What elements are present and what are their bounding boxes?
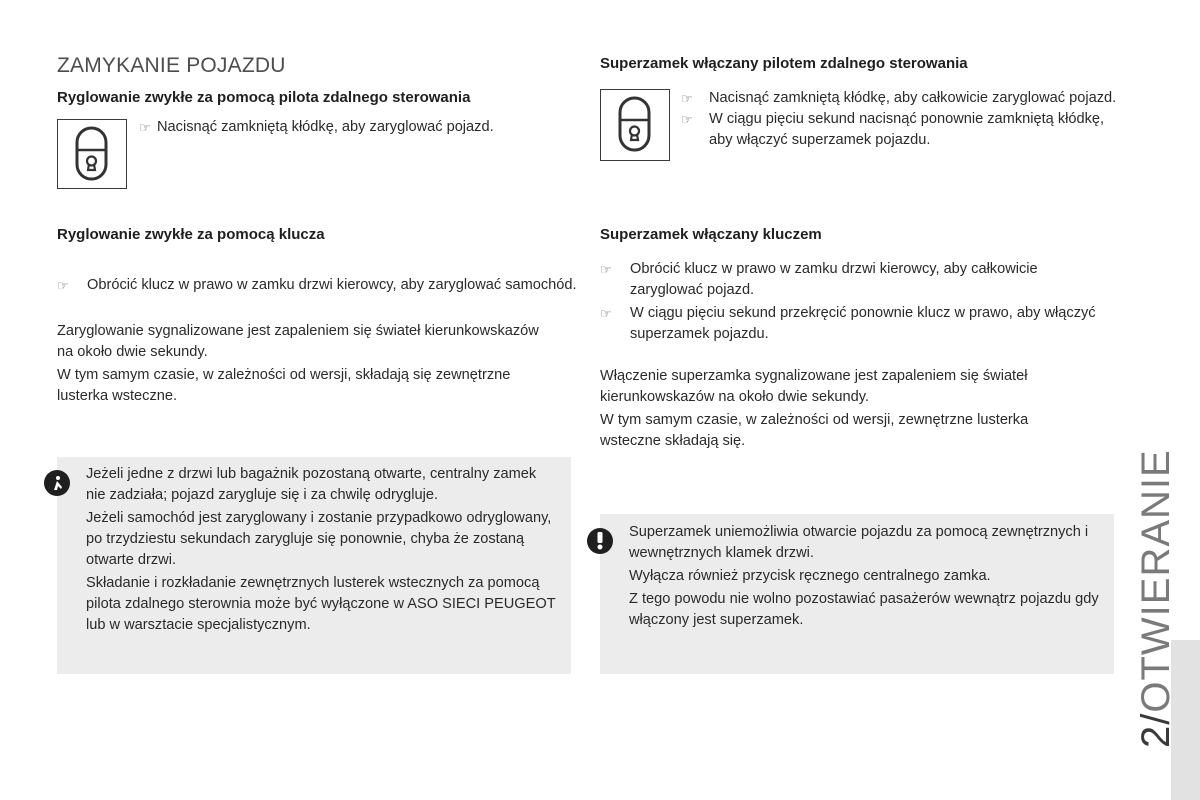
list-item bbox=[139, 117, 577, 138]
list-item bbox=[57, 275, 587, 296]
pointing-hand-icon: ☞ bbox=[57, 278, 69, 293]
note-paragraph-1: Jeżeli jedne z drzwi lub bagażnik pozostaną otwarte, centralny zamek nie zadziała; pojazd zarygluje się i za chwilę odrygluje. bbox=[86, 466, 537, 503]
info-icon bbox=[44, 470, 70, 496]
exclamation-icon bbox=[587, 528, 613, 554]
bullet-list bbox=[600, 259, 1100, 345]
list-item bbox=[681, 109, 1121, 151]
paragraph bbox=[600, 366, 1090, 454]
warning-paragraph-3: Z tego powodu nie wolno pozostawiać pasażerów wewnątrz pojazdu gdy włączony jest superzamek. bbox=[629, 591, 1099, 628]
bullet-text: Obrócić klucz w prawo w zamku drzwi kierowcy, aby zaryglować samochód. bbox=[87, 277, 577, 293]
list-item bbox=[600, 259, 1100, 301]
page-title: ZAMYKANIE POJAZDU bbox=[57, 54, 286, 77]
pointing-hand-icon: ☞ bbox=[139, 120, 151, 135]
paragraph-signal: Zaryglowanie sygnalizowane jest zapaleniem się świateł kierunkowskazów na około dwie sekundy. bbox=[57, 323, 539, 360]
padlock-remote-icon bbox=[600, 89, 670, 161]
pointing-hand-icon: ☞ bbox=[600, 306, 612, 321]
section-heading-superlock-key: Superzamek włączany kluczem bbox=[600, 226, 822, 243]
info-note-box bbox=[57, 457, 571, 674]
section-heading-superlock-remote: Superzamek włączany pilotem zdalnego sterowania bbox=[600, 55, 968, 72]
pointing-hand-icon: ☞ bbox=[681, 91, 693, 106]
paragraph-mirrors: W tym samym czasie, w zależności od wersji, składają się zewnętrzne lusterka wsteczne. bbox=[57, 367, 511, 404]
note-text bbox=[86, 464, 556, 638]
padlock-remote-icon bbox=[57, 119, 127, 189]
chapter-label bbox=[1134, 449, 1179, 748]
section-heading-remote-lock: Ryglowanie zwykłe za pomocą pilota zdalnego sterowania bbox=[57, 89, 471, 106]
bullet-text: W ciągu pięciu sekund nacisnąć ponownie zamkniętą kłódkę, aby włączyć superzamek pojazdu. bbox=[709, 111, 1105, 148]
list-item bbox=[681, 88, 1121, 109]
list-item bbox=[600, 303, 1100, 345]
bullet-list bbox=[681, 88, 1121, 151]
bullet-text: Nacisnąć zamkniętą kłódkę, aby zaryglować pojazd. bbox=[157, 119, 494, 135]
warning-text bbox=[629, 522, 1099, 633]
paragraph-signal: Włączenie superzamka sygnalizowane jest zapaleniem się świateł kierunkowskazów na około dwie sekundy. bbox=[600, 368, 1028, 405]
section-heading-key-lock: Ryglowanie zwykłe za pomocą klucza bbox=[57, 226, 325, 243]
paragraph bbox=[57, 321, 557, 409]
pointing-hand-icon: ☞ bbox=[600, 262, 612, 277]
paragraph-mirrors: W tym samym czasie, w zależności od wersji, zewnętrzne lusterka wsteczne składają się. bbox=[600, 412, 1029, 449]
warning-paragraph-2: Wyłącza również przycisk ręcznego centralnego zamka. bbox=[629, 568, 991, 584]
bullet-text: Nacisnąć zamkniętą kłódkę, aby całkowicie zaryglować pojazd. bbox=[709, 90, 1117, 106]
chapter-title: OTWIERANIE bbox=[1134, 449, 1178, 713]
bullet-text: W ciągu pięciu sekund przekręcić ponownie klucz w prawo, aby włączyć superzamek pojazdu. bbox=[630, 305, 1096, 342]
chapter-number: 2/ bbox=[1134, 712, 1178, 748]
warning-note-box bbox=[600, 514, 1114, 674]
bullet-text: Obrócić klucz w prawo w zamku drzwi kierowcy, aby całkowicie zaryglować pojazd. bbox=[630, 261, 1038, 298]
warning-paragraph-1: Superzamek uniemożliwia otwarcie pojazdu za pomocą zewnętrznych i wewnętrznych klamek drzwi. bbox=[629, 524, 1089, 561]
note-paragraph-3: Składanie i rozkładanie zewnętrznych lusterek wstecznych za pomocą pilota zdalnego sterownia może być wyłączone w ASO SIECI PEUGEOT lub w warsztacie specjalistycznym. bbox=[86, 575, 556, 633]
note-paragraph-2: Jeżeli samochód jest zaryglowany i zostanie przypadkowo odryglowany, po trzydziestu sekundach zarygluje się ponownie, chyba że zostaną otwarte drzwi. bbox=[86, 510, 552, 568]
pointing-hand-icon: ☞ bbox=[681, 112, 693, 127]
